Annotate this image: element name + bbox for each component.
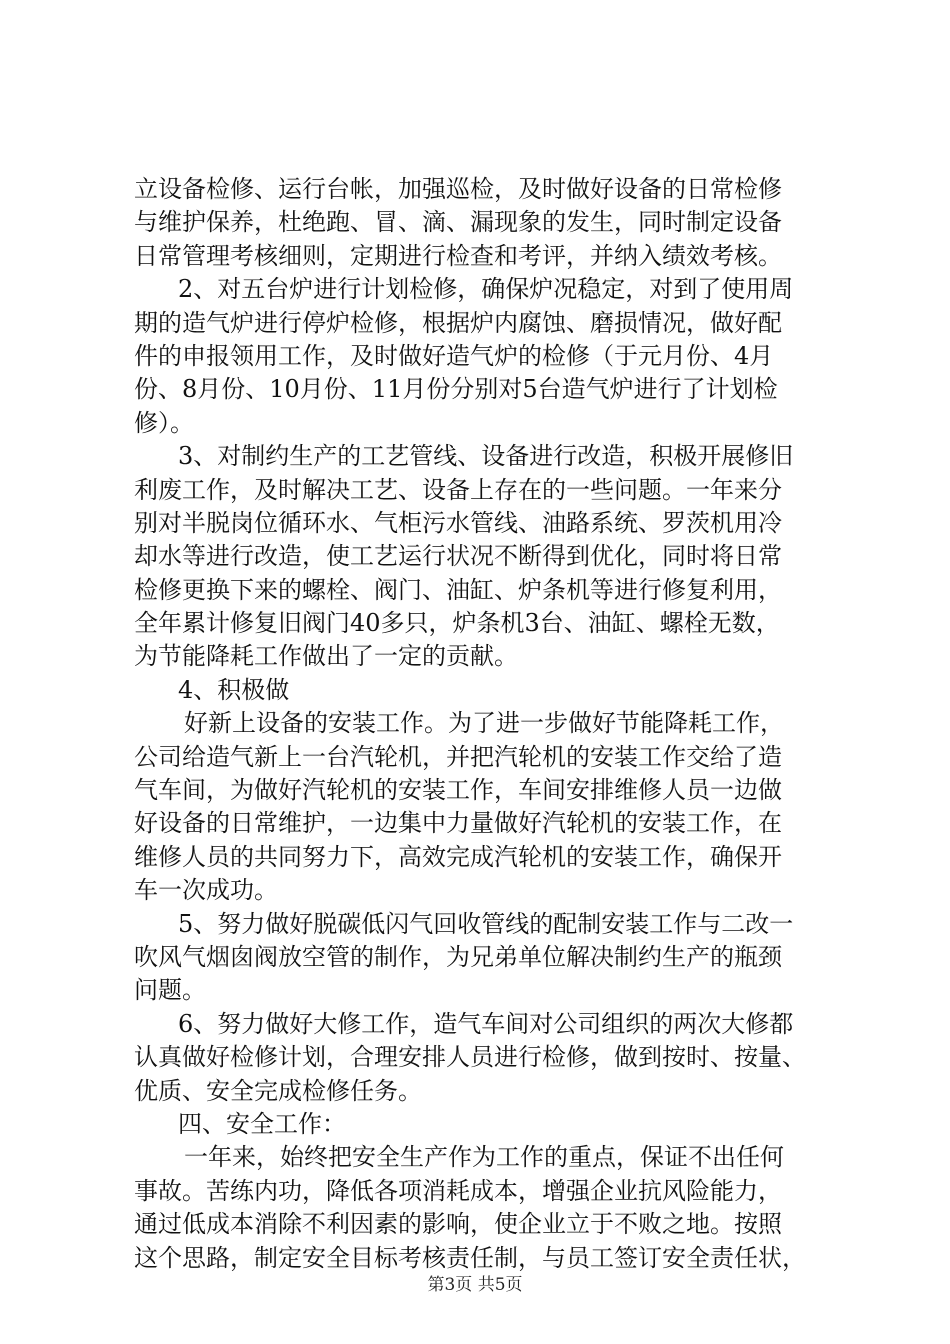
text-line: 3、对制约生产的工艺管线、设备进行改造，积极开展修旧: [178, 442, 794, 471]
text-line: 吹风气烟囱阀放空管的制作，为兄弟单位解决制约生产的瓶颈: [134, 942, 782, 971]
text-line: 立设备检修、运行台帐，加强巡检，及时做好设备的日常检修: [134, 175, 782, 203]
text-line: 问题。: [134, 976, 206, 1005]
text-line: 检修更换下来的螺栓、阀门、油缸、炉条机等进行修复利用，: [134, 575, 782, 604]
text-line: 好设备的日常维护，一边集中力量做好汽轮机的安装工作，在: [134, 809, 782, 838]
section-heading: 四、安全工作：: [178, 1109, 346, 1138]
text-line: 为节能降耗工作做出了一定的贡献。: [134, 642, 518, 671]
text-line: 通过低成本消除不利因素的影响，使企业立于不败之地。按照: [134, 1210, 782, 1239]
text-line: 期的造气炉进行停炉检修，根据炉内腐蚀、磨损情况，做好配: [134, 308, 782, 337]
text-line: 一年来，始终把安全生产作为工作的重点，保证不出任何: [184, 1143, 784, 1172]
text-line: 维修人员的共同努力下，高效完成汽轮机的安装工作，确保开: [134, 842, 782, 871]
text-line: 别对半脱岗位循环水、气柜污水管线、油路系统、罗茨机用冷: [134, 508, 782, 537]
page-footer: 第3页 共5页: [427, 1275, 523, 1295]
text-line: 与维护保养，杜绝跑、冒、滴、漏现象的发生，同时制定设备: [134, 208, 782, 237]
text-line: 这个思路，制定安全目标考核责任制，与员工签订安全责任状，: [134, 1243, 806, 1272]
text-line: 日常管理考核细则，定期进行检查和考评，并纳入绩效考核。: [134, 241, 782, 270]
document-body: [134, 173, 834, 1275]
text-line: 4、积极做: [178, 675, 290, 704]
text-line: 份、8月份、10月份、11月份分别对5台造气炉进行了计划检: [134, 375, 778, 404]
text-line: 认真做好检修计划，合理安排人员进行检修，做到按时、按量、: [134, 1043, 806, 1072]
text-line: 却水等进行改造，使工艺运行状况不断得到优化，同时将日常: [134, 542, 782, 571]
text-line: 利废工作，及时解决工艺、设备上存在的一些问题。一年来分: [134, 475, 782, 504]
text-line: 件的申报领用工作，及时做好造气炉的检修（于元月份、4月: [134, 341, 774, 370]
text-line: 6、努力做好大修工作，造气车间对公司组织的两次大修都: [178, 1009, 794, 1038]
text-line: 修）。: [134, 408, 194, 437]
text-line: 全年累计修复旧阀门40多只，炉条机3台、油缸、螺栓无数，: [134, 609, 780, 638]
text-line: 优质、安全完成检修任务。: [134, 1076, 422, 1105]
text-line: 气车间，为做好汽轮机的安装工作，车间安排维修人员一边做: [134, 776, 782, 805]
text-line: 事故。苦练内功，降低各项消耗成本，增强企业抗风险能力，: [134, 1176, 782, 1205]
text-line: 车一次成功。: [134, 876, 278, 905]
text-line: 好新上设备的安装工作。为了进一步做好节能降耗工作，: [184, 709, 784, 738]
text-line: 2、对五台炉进行计划检修，确保炉况稳定，对到了使用周: [178, 275, 794, 304]
text-line: 公司给造气新上一台汽轮机，并把汽轮机的安装工作交给了造: [134, 742, 782, 771]
text-line: 5、努力做好脱碳低闪气回收管线的配制安装工作与二改一: [178, 909, 794, 938]
